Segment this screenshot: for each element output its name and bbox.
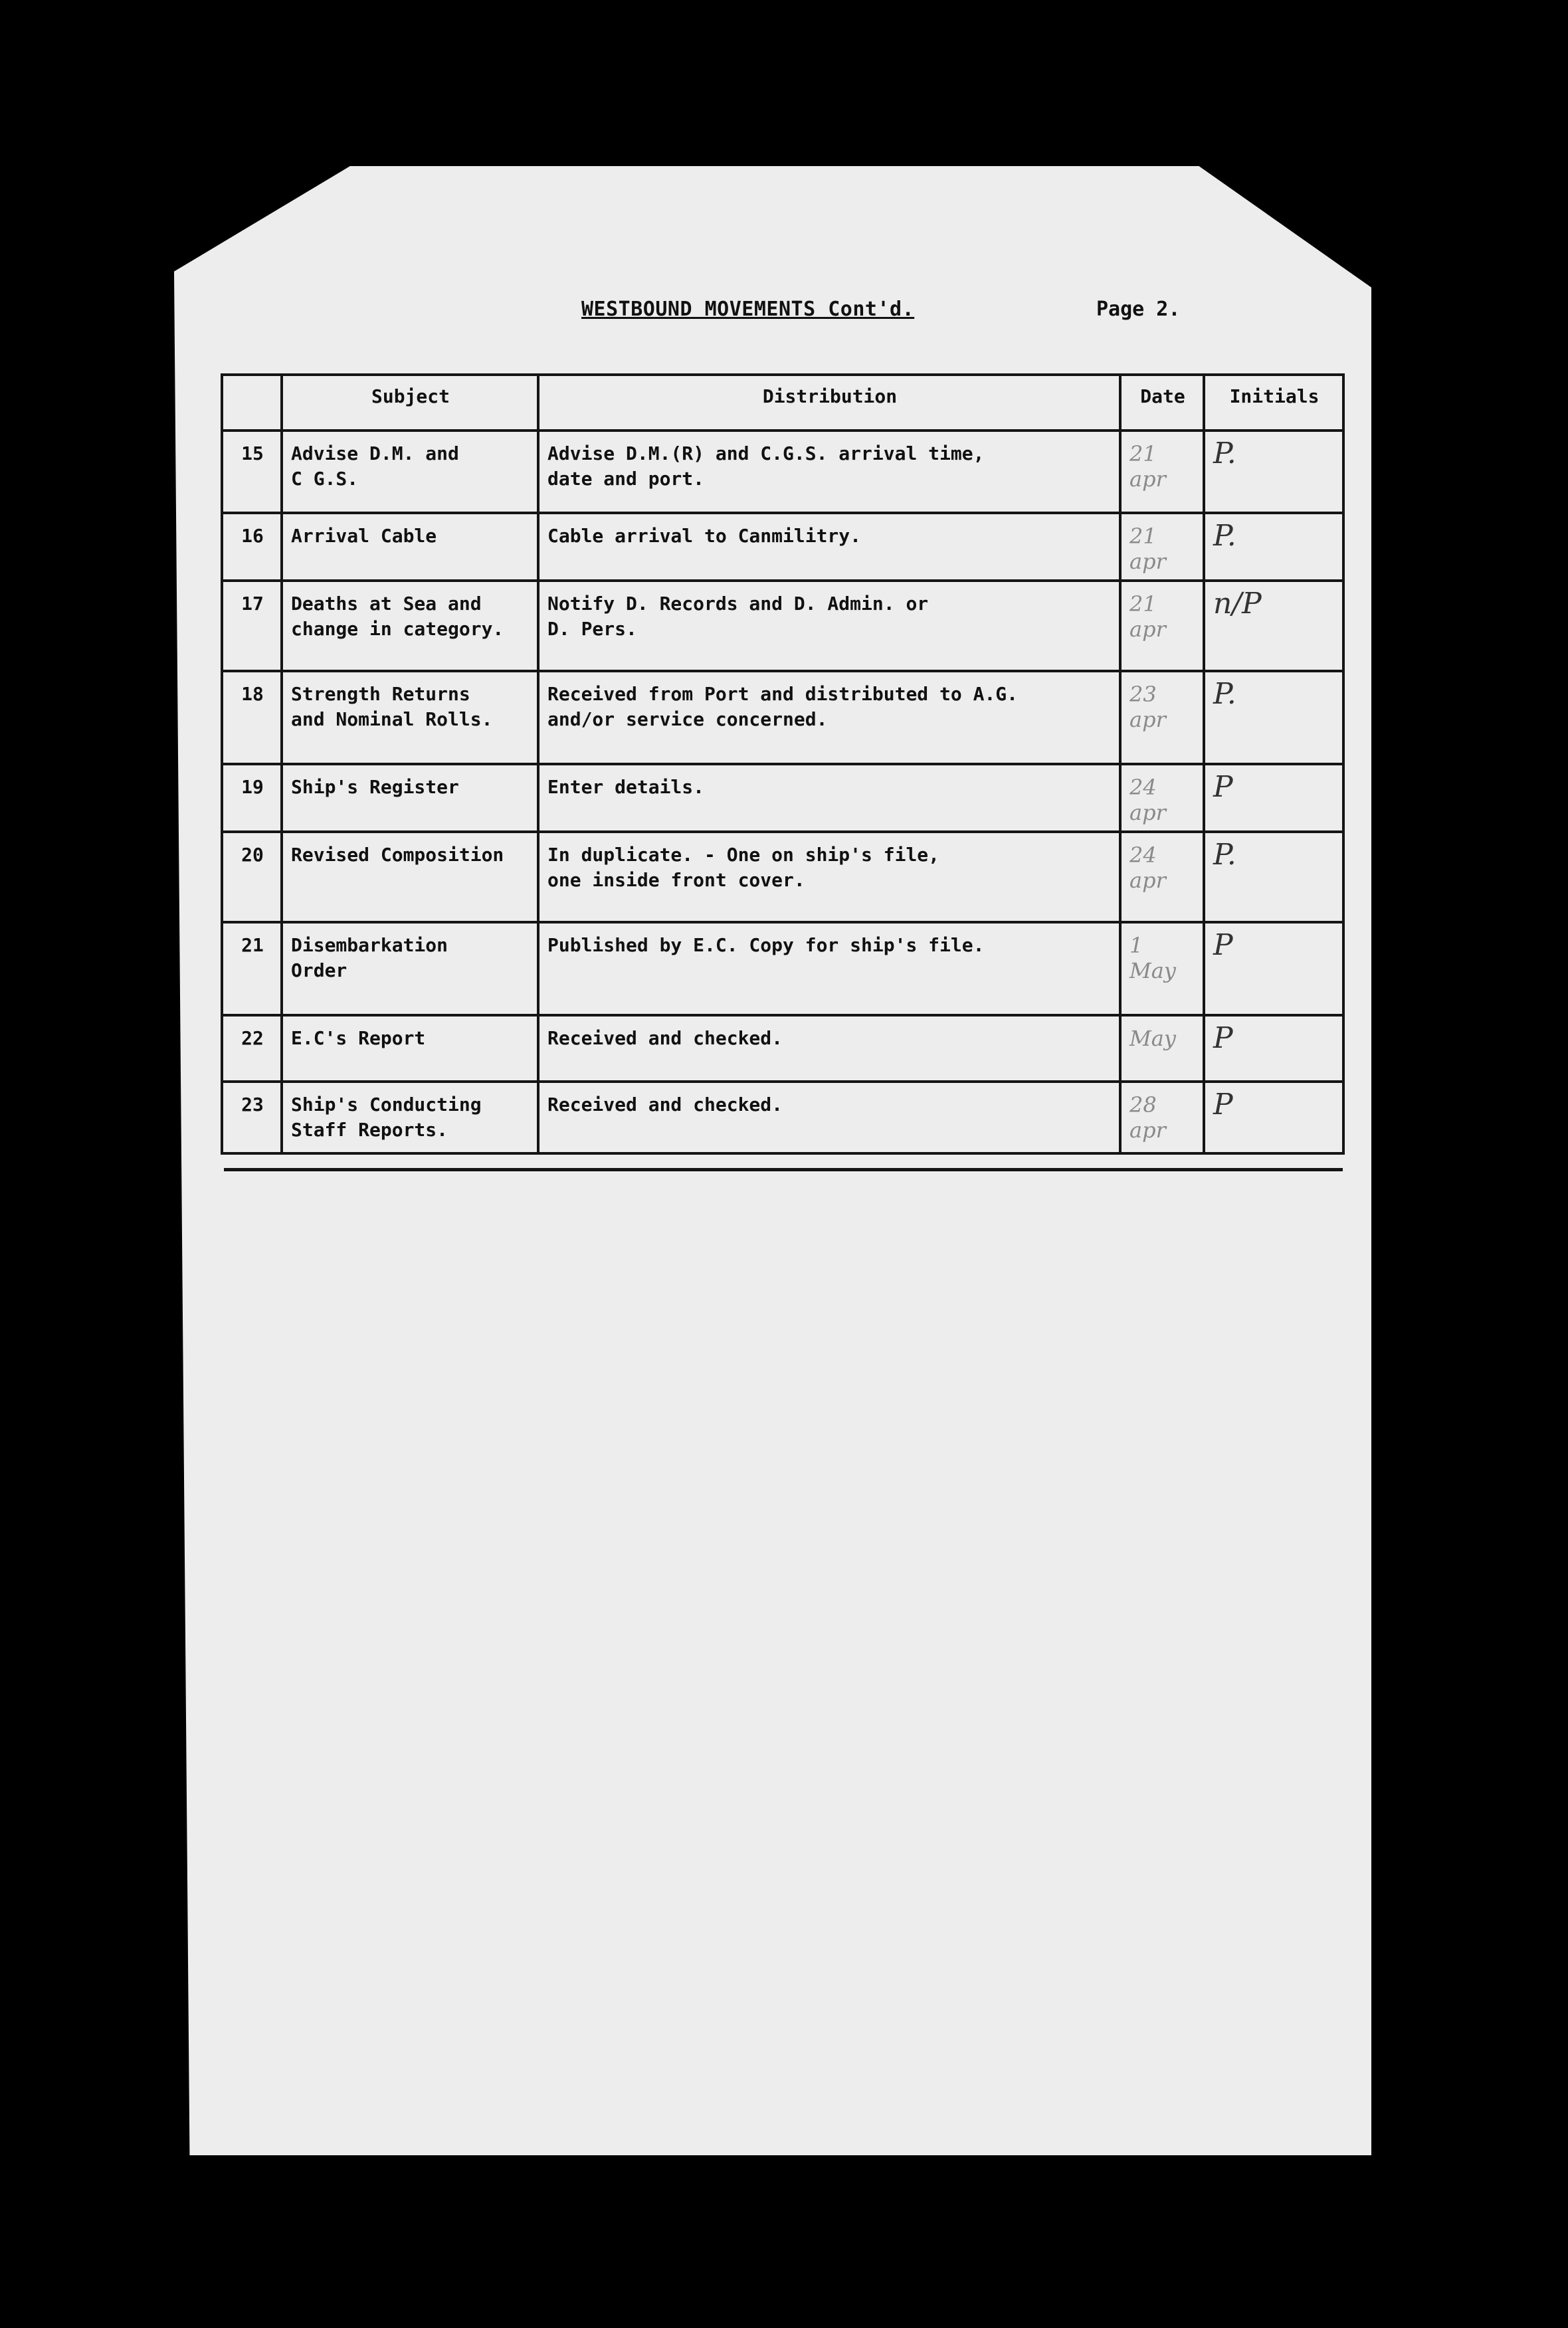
- table-row: [222, 1082, 1343, 1153]
- row-date: 23 apr: [1120, 671, 1204, 764]
- table-row: [222, 513, 1343, 581]
- row-distribution: Advise D.M.(R) and C.G.S. arrival time, date and port.: [538, 431, 1120, 513]
- row-subject: Strength Returns and Nominal Rolls.: [282, 671, 538, 764]
- column-header-date: Date: [1120, 375, 1204, 431]
- row-subject: Deaths at Sea and change in category.: [282, 581, 538, 671]
- row-distribution: Received and checked.: [538, 1015, 1120, 1082]
- row-distribution: Published by E.C. Copy for ship's file.: [538, 922, 1120, 1015]
- row-distribution: Enter details.: [538, 764, 1120, 832]
- row-date: May: [1120, 1015, 1204, 1082]
- row-date: 24 apr: [1120, 832, 1204, 922]
- row-initials: P.: [1204, 513, 1343, 581]
- table-row: [222, 671, 1343, 764]
- row-initials: P.: [1204, 671, 1343, 764]
- column-header-initials: Initials: [1204, 375, 1343, 431]
- row-number: 19: [222, 764, 282, 832]
- row-initials: P: [1204, 764, 1343, 832]
- table-bottom-rule: [224, 1168, 1343, 1171]
- row-distribution: Notify D. Records and D. Admin. or D. Pers.: [538, 581, 1120, 671]
- table-row: [222, 581, 1343, 671]
- row-subject: Disembarkation Order: [282, 922, 538, 1015]
- row-number: 20: [222, 832, 282, 922]
- page-number: Page 2.: [1096, 298, 1181, 321]
- row-distribution: In duplicate. - One on ship's file, one inside front cover.: [538, 832, 1120, 922]
- row-distribution: Received and checked.: [538, 1082, 1120, 1153]
- row-initials: P: [1204, 1015, 1343, 1082]
- distribution-table: [221, 373, 1345, 1155]
- row-date: 21 apr: [1120, 513, 1204, 581]
- row-number: 18: [222, 671, 282, 764]
- row-subject: Ship's Conducting Staff Reports.: [282, 1082, 538, 1153]
- column-header-subject: Subject: [282, 375, 538, 431]
- row-initials: n/P: [1204, 581, 1343, 671]
- row-initials: P: [1204, 922, 1343, 1015]
- row-distribution: Received from Port and distributed to A.G. and/or service concerned.: [538, 671, 1120, 764]
- row-initials: P.: [1204, 832, 1343, 922]
- row-date: 21 apr: [1120, 431, 1204, 513]
- row-subject: E.C's Report: [282, 1015, 538, 1082]
- row-number: 16: [222, 513, 282, 581]
- row-number: 22: [222, 1015, 282, 1082]
- row-initials: P: [1204, 1082, 1343, 1153]
- document-title: WESTBOUND MOVEMENTS Cont'd.: [581, 298, 915, 321]
- row-subject: Revised Composition: [282, 832, 538, 922]
- row-date: 21 apr: [1120, 581, 1204, 671]
- row-number: 17: [222, 581, 282, 671]
- row-number: 15: [222, 431, 282, 513]
- table-row: [222, 1015, 1343, 1082]
- table-row: [222, 764, 1343, 832]
- row-subject: Arrival Cable: [282, 513, 538, 581]
- row-subject: Ship's Register: [282, 764, 538, 832]
- table-header-row: [222, 375, 1343, 431]
- row-initials: P.: [1204, 431, 1343, 513]
- column-header-distribution: Distribution: [538, 375, 1120, 431]
- row-date: 1 May: [1120, 922, 1204, 1015]
- row-distribution: Cable arrival to Canmilitry.: [538, 513, 1120, 581]
- column-header-number: [222, 375, 282, 431]
- table-row: [222, 832, 1343, 922]
- row-number: 23: [222, 1082, 282, 1153]
- row-subject: Advise D.M. and C G.S.: [282, 431, 538, 513]
- row-date: 28 apr: [1120, 1082, 1204, 1153]
- row-number: 21: [222, 922, 282, 1015]
- row-date: 24 apr: [1120, 764, 1204, 832]
- table-row: [222, 431, 1343, 513]
- table-row: [222, 922, 1343, 1015]
